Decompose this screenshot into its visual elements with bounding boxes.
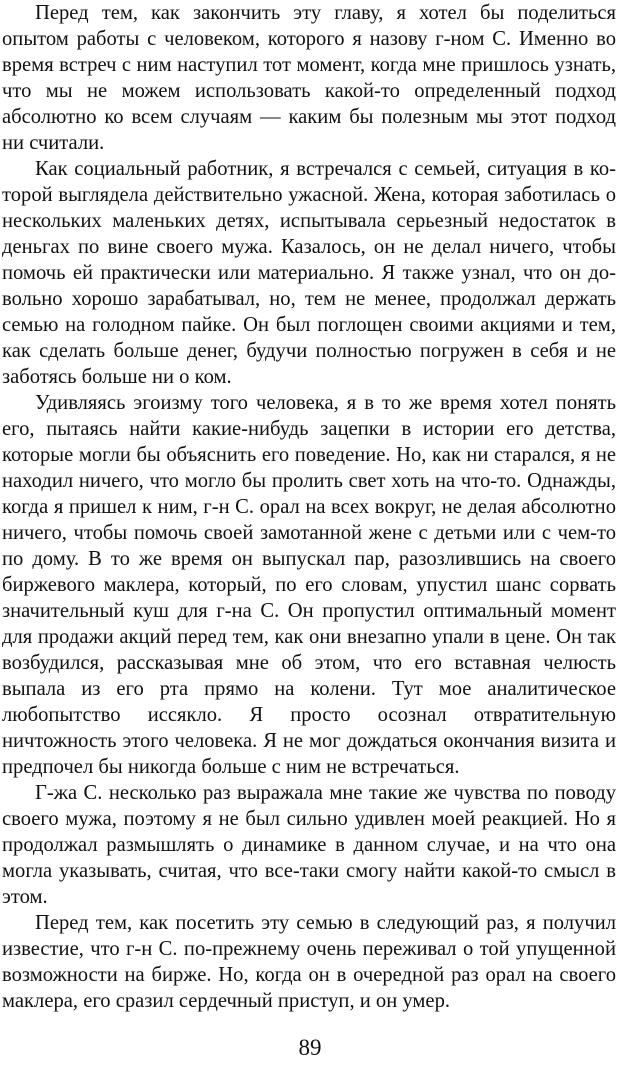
paragraph-3: Удивляясь эгоизму того человека, я в то же время хотел понять его, пытаясь найти какие-нибудь зацепки в истории его детства, которые могли бы объяснить его поведение. Но, как ни старался, я не находил ничего, что могло бы пролить свет хоть на что-то. Однажды, когда я пришел к ним, г-н С. орал на всех вокруг, не делая абсолютно ничего, чтобы помочь своей замотанной жене с детьми или с чем-то по дому. В то же время он выпускал пар, разозлившись на своего биржевого маклера, который, по его словам, упустил шанс сорвать значительный куш для г-на С. Он пропустил оптимальный момент для продажи акций перед тем, как они внезапно упали в цене. Он так возбудился, рассказывая мне об этом, что его вставная челюсть выпала из его рта прямо на колени. Тут мое аналитическое любопытство иссякло. Я просто осознал отвратительную ничтожность этого человека. Я не мог дождаться окончания визита и предпочел бы никогда больше с ним не встречаться.	[2, 392, 616, 778]
body-text	[2, 0, 616, 1014]
paragraph-4: Г-жа С. несколько раз выражала мне такие же чувства по поводу своего мужа, поэтому я не был сильно удивлен моей реакцией. Но я продолжал размышлять о динамике в данном случае, и на что она могла указывать, считая, что все-таки смогу найти какой-то смысл в этом.	[2, 782, 616, 908]
page-number: 89	[298, 1035, 322, 1060]
paragraph-2: Как социальный работник, я встречался с семьей, ситуация в которой выглядела действительно ужасной. Жена, которая заботилась о нескольких маленьких детях, испытывала серьезный недостаток в деньгах по вине своего мужа. Казалось, он не делал ничего, чтобы помочь ей практически или материально. Я также узнал, что он довольно хорошо зарабатывал, но, тем не менее, продолжал держать семью на голодном пайке. Он был поглощен своими акциями и тем, как сделать больше денег, будучи полностью погружен в себя и не заботясь больше ни о ком.	[2, 158, 616, 388]
paragraph-1: Перед тем, как закончить эту главу, я хотел бы поделиться опытом работы с человеком, которого я назову г-ном С. Именно во время встреч с ним наступил тот момент, когда мне пришлось узнать, что мы не можем использовать какой-то определенный подход абсолютно ко всем случаям — каким бы полезным мы этот подход ни считали.	[2, 2, 616, 154]
paragraph-5: Перед тем, как посетить эту семью в следующий раз, я получил известие, что г-н С. по-прежнему очень переживал о той упущенной возможности на бирже. Но, когда он в очередной раз орал на своего маклера, его сразил сердечный приступ, и он умер.	[2, 912, 616, 1012]
